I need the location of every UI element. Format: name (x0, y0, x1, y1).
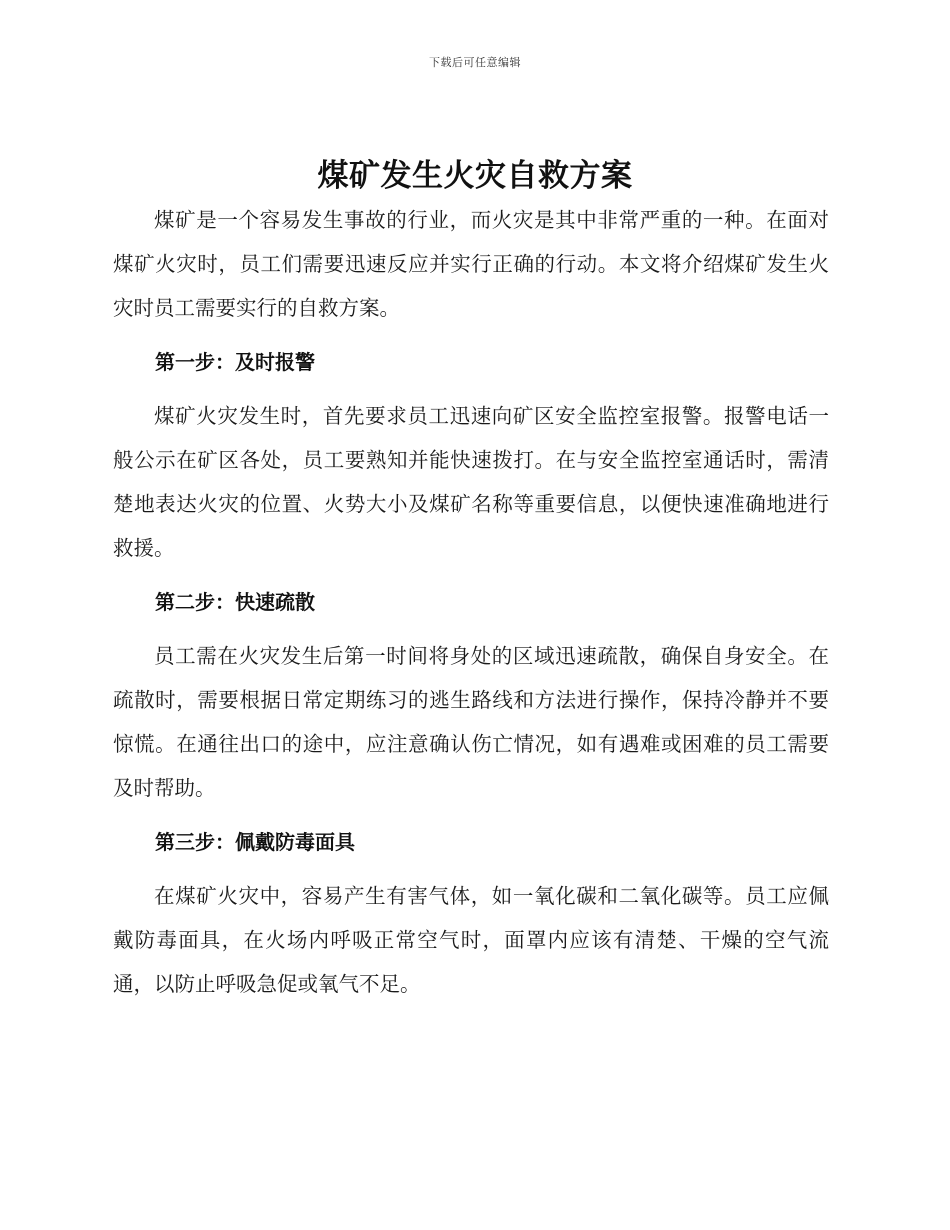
document-body (113, 198, 829, 1006)
section-heading: 第一步：及时报警 (155, 350, 315, 374)
section-step-2 (113, 580, 829, 820)
section-paragraph: 在煤矿火灾中，容易产生有害气体，如一氧化碳和二氧化碳等。员工应佩戴防毒面具，在火场内呼吸正常空气时，面罩内应该有清楚、干燥的空气流通，以防止呼吸急促或氧气不足。 (113, 884, 829, 996)
page-header-note: 下载后可任意编辑 (429, 56, 521, 69)
document-title: 煤矿发生火灾自救方案 (317, 158, 633, 194)
section-heading: 第三步：佩戴防毒面具 (155, 830, 355, 854)
section-step-1 (113, 340, 829, 580)
section-heading: 第二步：快速疏散 (155, 590, 315, 614)
section-paragraph: 员工需在火灾发生后第一时间将身处的区域迅速疏散，确保自身安全。在疏散时，需要根据日常定期练习的逃生路线和方法进行操作，保持冷静并不要惊慌。在通往出口的途中，应注意确认伤亡情况，如有遇难或困难的员工需要及时帮助。 (113, 644, 829, 800)
intro-paragraph: 煤矿是一个容易发生事故的行业，而火灾是其中非常严重的一种。在面对煤矿火灾时，员工们需要迅速反应并实行正确的行动。本文将介绍煤矿发生火灾时员工需要实行的自救方案。 (113, 208, 829, 320)
section-step-3 (113, 820, 829, 1006)
section-paragraph: 煤矿火灾发生时，首先要求员工迅速向矿区安全监控室报警。报警电话一般公示在矿区各处，员工要熟知并能快速拨打。在与安全监控室通话时，需清楚地表达火灾的位置、火势大小及煤矿名称等重要信息，以便快速准确地进行救援。 (113, 404, 829, 560)
